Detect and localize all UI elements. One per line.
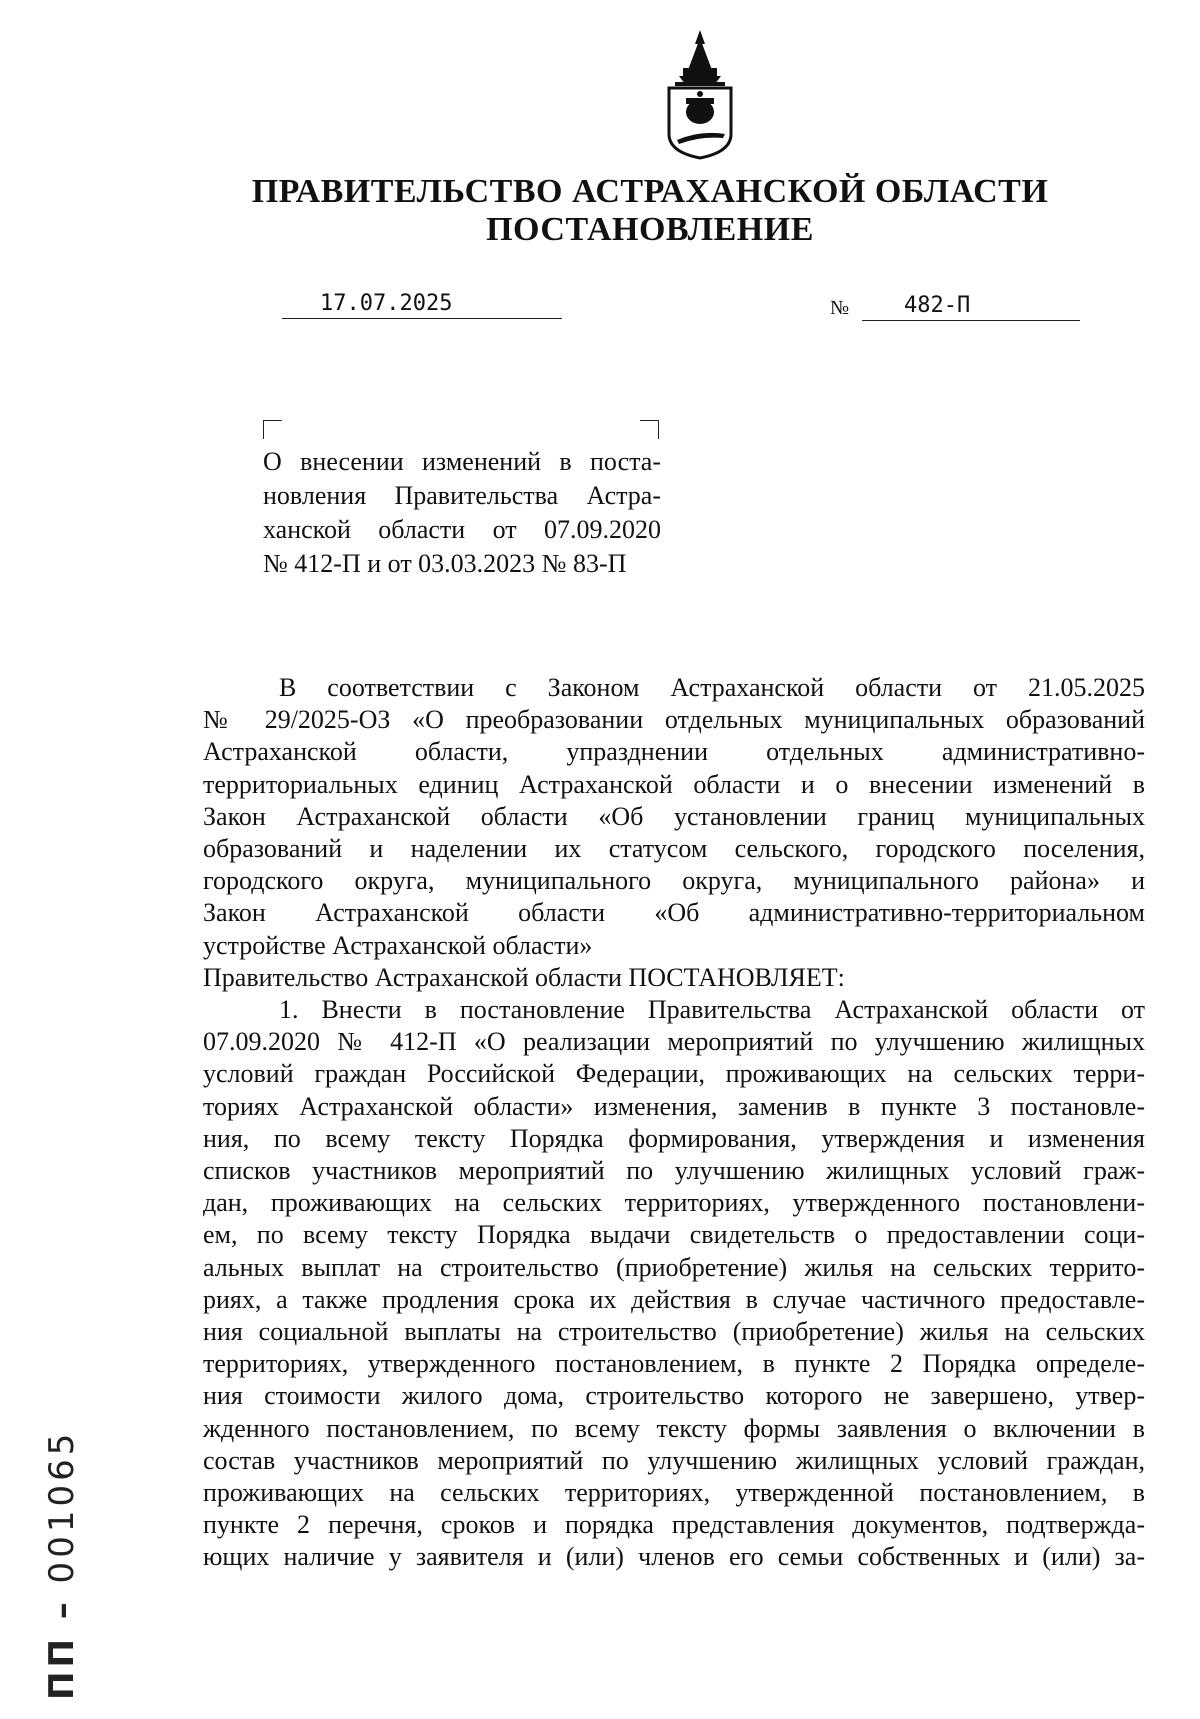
form-serial-stamp (42, 1430, 82, 1700)
body-line: Закон Астраханской области «Об установлении границ муниципальных (203, 801, 1145, 831)
body-line: № 29/2025-ОЗ «О преобразовании отдельных муниципальных образований (203, 705, 1145, 735)
document-subject (263, 445, 661, 581)
body-line: Закон Астраханской области «Об административно-территориальном (203, 898, 1145, 928)
subject-line: ханской области от 07.09.2020 (263, 515, 661, 544)
body-line: В соответствии с Законом Астраханской области от 21.05.2025 (279, 673, 1145, 702)
body-line: риях, а также продления срока их действия в случае частичного предоставле- (203, 1284, 1145, 1314)
body-line: альных выплат на строительство (приобретение) жилья на сельских террито- (203, 1252, 1145, 1282)
body-line: 07.09.2020 № 412-П «О реализации мероприятий по улучшению жилищных (203, 1027, 1145, 1057)
government-title: ПРАВИТЕЛЬСТВО АСТРАХАНСКОЙ ОБЛАСТИ (251, 173, 1049, 210)
subject-line: новления Правительства Астра- (263, 481, 661, 510)
body-line: ем, по всему тексту Порядка выдачи свидетельств о предоставлении соци- (203, 1220, 1145, 1250)
form-serial-number: 001065 (42, 1429, 82, 1584)
form-series: ПП – (42, 1598, 82, 1700)
body-line: дан, проживающих на сельских территориях, утвержденного постановлени- (203, 1188, 1145, 1218)
body-line: Астраханской области, упразднении отдельных административно- (203, 737, 1145, 767)
body-line: жденного постановлением, по всему тексту формы заявления о включении в (203, 1413, 1145, 1443)
body-line: ющих наличие у заявителя и (или) членов его семьи собственных и (или) за- (203, 1542, 1145, 1572)
document-body (203, 672, 1145, 1574)
body-line: ния социальной выплаты на строительство (приобретение) жилья на сельских (203, 1317, 1145, 1347)
body-line: 1. Внести в постановление Правительства Астраханской области от (279, 995, 1145, 1025)
number-sign: № (830, 297, 850, 319)
document-date: 17.07.2025 (282, 290, 562, 319)
subject-corner-left (263, 420, 282, 439)
body-line: территориях, утвержденного постановлением, в пункте 2 Порядка определе- (203, 1349, 1145, 1379)
coat-of-arms-icon (655, 30, 745, 160)
body-line: образований и наделении их статусом сельского, городского поселения, (203, 834, 1145, 864)
body-line: устройстве Астраханской области» (203, 930, 593, 960)
body-line: ториях Астраханской области» изменения, заменив в пункте 3 постановле- (203, 1091, 1145, 1121)
body-line: территориальных единиц Астраханской области и о внесении изменений в (203, 769, 1145, 799)
subject-line: О внесении изменений в поста- (263, 447, 661, 476)
subject-corner-right (640, 420, 659, 439)
document-type-title: ПОСТАНОВЛЕНИЕ (486, 211, 814, 248)
body-line: ния, по всему тексту Порядка формирования, утверждения и изменения (203, 1123, 1145, 1153)
body-line: ния стоимости жилого дома, строительство которого не завершено, утвер- (203, 1381, 1145, 1411)
body-line: списков участников мероприятий по улучшению жилищных условий граж- (203, 1156, 1145, 1186)
document-number: 482-П (862, 292, 1080, 321)
body-line: условий граждан Российской Федерации, проживающих на сельских терри- (203, 1059, 1145, 1089)
body-line: Правительство Астраханской области ПОСТАНОВЛЯЕТ: (203, 962, 845, 992)
body-line: городского округа, муниципального округа, муниципального района» и (203, 866, 1145, 896)
subject-line: № 412-П и от 03.03.2023 № 83-П (263, 549, 627, 578)
body-line: состав участников мероприятий по улучшению жилищных условий граждан, (203, 1445, 1145, 1475)
body-line: пункте 2 перечня, сроков и порядка представления документов, подтвержда- (203, 1510, 1145, 1540)
body-line: проживающих на сельских территориях, утвержденной постановлением, в (203, 1478, 1145, 1508)
